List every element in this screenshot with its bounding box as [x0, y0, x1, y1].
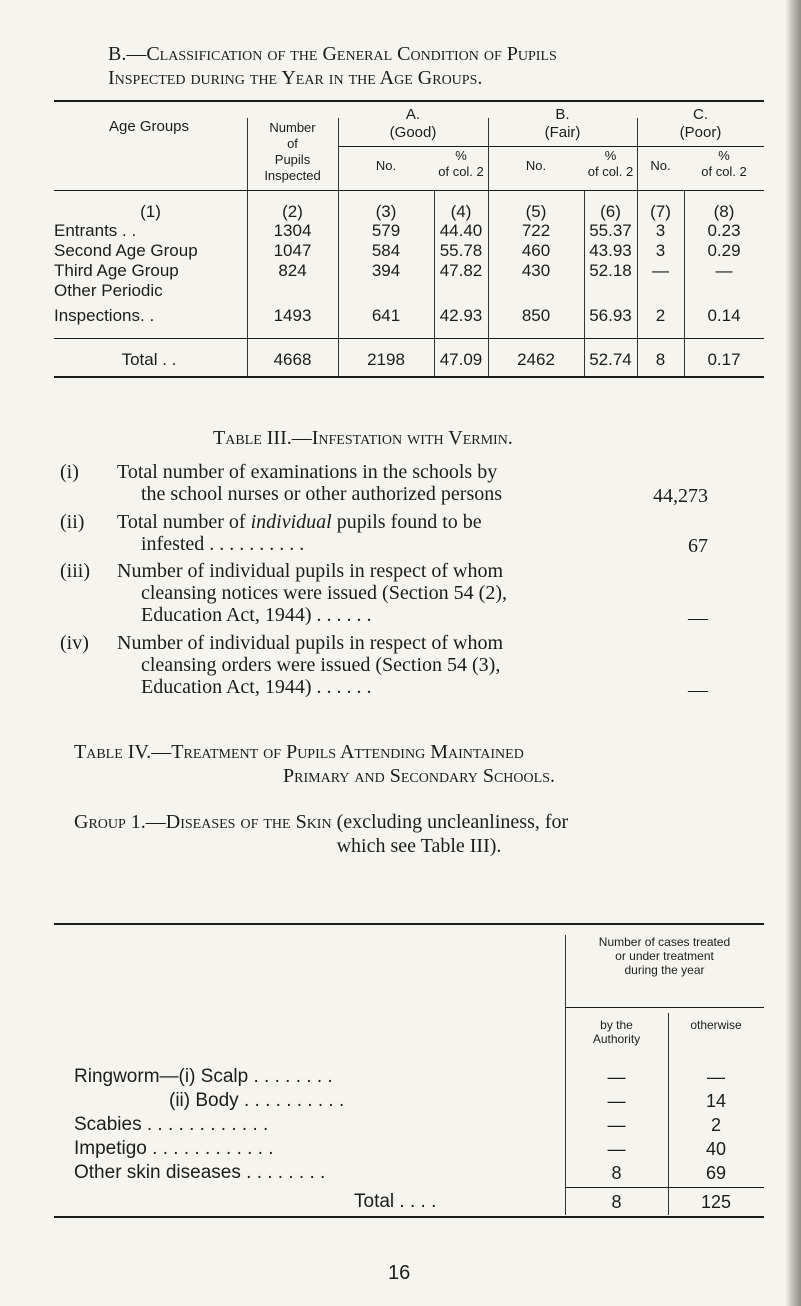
subheader-rule: [565, 1007, 764, 1008]
cell: 43.93: [589, 241, 632, 260]
row-label: Ringworm—(i) Scalp . . . . . . . .: [74, 1066, 333, 1087]
cell: 2: [710, 1115, 721, 1135]
cell: 8: [611, 1163, 622, 1183]
item-value: 67: [688, 535, 708, 557]
cell: 0.14: [707, 306, 741, 325]
header-number-of-pupils: Number of Pupils Inspected: [264, 120, 321, 183]
item-text: Number of individual pupils in respect of whom cleansing notices were issued (Section 54 (2), Education Act, 1944) . . . . . .: [117, 560, 508, 626]
skin-diseases-table: [54, 923, 764, 1243]
header-b-no: No.: [525, 158, 547, 173]
cell: 0.23: [707, 221, 741, 240]
row-label: Other Periodic: [54, 281, 163, 300]
header-number-of-cases: Number of cases treated or under treatment during the year: [598, 935, 731, 977]
subheader-rule: [338, 146, 764, 147]
cell: 2: [655, 306, 666, 325]
cell: 55.37: [589, 221, 632, 240]
cell: —: [715, 261, 733, 280]
heading-b-line1: B.—Classification of the General Condition of Pupils: [108, 43, 557, 65]
header-by-authority: by the Authority: [592, 1018, 641, 1046]
heading-b-line2: Inspected during the Year in the Age Groups.: [108, 67, 483, 89]
cell: —: [607, 1067, 626, 1087]
col-number: (7): [650, 202, 671, 221]
total-cell: 2198: [367, 350, 405, 369]
total-cell: 2462: [517, 350, 555, 369]
item-value: —: [688, 679, 708, 701]
cell: 42.93: [439, 306, 483, 325]
page-number: 16: [388, 1262, 411, 1284]
col-number: (5): [525, 202, 547, 221]
table-bottom-rule: [54, 1216, 764, 1218]
item-number: (iii): [60, 560, 90, 582]
cell: 824: [278, 261, 307, 280]
header-c-poor: C. (Poor): [679, 106, 722, 141]
group-title-line1: Group 1.—Diseases of the Skin (excluding uncleanliness, for: [74, 811, 569, 833]
header-c-pct: % of col. 2: [701, 148, 747, 179]
row-label: Scabies . . . . . . . . . . . .: [74, 1114, 269, 1135]
cell: 3: [655, 241, 666, 260]
classification-table: [54, 100, 764, 400]
cell: 14: [705, 1091, 727, 1111]
header-a-good: A. (Good): [389, 106, 437, 141]
cell: 55.78: [439, 241, 483, 260]
cell: 460: [521, 241, 551, 260]
table-top-rule: [54, 923, 764, 925]
cell: 1304: [273, 221, 312, 240]
item-text: Number of individual pupils in respect of whom cleansing orders were issued (Section 54 (3), Education Act, 1944) . . . . . .: [117, 632, 504, 698]
total-cell: 8: [611, 1192, 622, 1212]
total-label: Total . . . .: [354, 1191, 437, 1212]
total-top-rule: [565, 1187, 764, 1188]
table-bottom-rule: [54, 376, 764, 378]
row-label: Other skin diseases . . . . . . . .: [74, 1162, 326, 1183]
cell: —: [652, 261, 669, 280]
item-value: —: [688, 607, 708, 629]
total-cell: 52.74: [589, 350, 632, 369]
cell: 1047: [273, 241, 312, 260]
cell: 584: [371, 241, 401, 260]
table4-title-line1: Table IV.—Treatment of Pupils Attending Maintained: [74, 741, 524, 763]
item-text: Total number of individual pupils found to be infested . . . . . . . . . .: [117, 511, 482, 555]
cell: 641: [371, 306, 401, 325]
cell: 722: [521, 221, 551, 240]
row-label: Impetigo . . . . . . . . . . . .: [74, 1138, 274, 1159]
row-label: Entrants . .: [54, 221, 137, 240]
cell: 69: [705, 1163, 727, 1183]
cell: —: [607, 1091, 626, 1111]
cell: 394: [371, 261, 401, 280]
cell: —: [707, 1067, 725, 1087]
row-label: Second Age Group: [54, 241, 198, 260]
page-edge-shadow: [785, 0, 801, 1306]
cell: 56.93: [589, 306, 632, 325]
total-top-rule: [54, 338, 764, 339]
cell: 3: [655, 221, 666, 240]
header-a-pct: % of col. 2: [438, 148, 484, 179]
col-number: (8): [713, 202, 735, 221]
header-otherwise: otherwise: [690, 1018, 742, 1032]
table4-title-line2: Primary and Secondary Schools.: [283, 765, 555, 787]
col-number: (1): [140, 202, 161, 221]
header-c-no: No.: [650, 158, 671, 173]
col-number: (3): [375, 202, 397, 221]
col-number: (2): [282, 202, 303, 221]
header-b-pct: % of col. 2: [587, 148, 634, 179]
total-cell: 47.09: [439, 350, 483, 369]
table-top-rule: [54, 100, 764, 102]
total-cell: 0.17: [707, 350, 741, 369]
cell: 430: [521, 261, 551, 280]
header-a-no: No.: [375, 158, 397, 173]
cell: 52.18: [589, 261, 632, 280]
cell: 1493: [273, 306, 312, 325]
total-cell: 4668: [273, 350, 312, 369]
item-value: 44,273: [653, 485, 708, 507]
cell: —: [607, 1115, 626, 1135]
header-age-groups: Age Groups: [108, 118, 190, 135]
cell: 40: [705, 1139, 727, 1159]
group-title-line2: which see Table III).: [336, 835, 502, 857]
row-label: (ii) Body . . . . . . . . . .: [169, 1090, 345, 1111]
total-cell: 8: [655, 350, 666, 369]
header-b-fair: B. (Fair): [544, 106, 581, 141]
cell: 44.40: [439, 221, 483, 240]
cell: 47.82: [439, 261, 483, 280]
cell: 850: [521, 306, 551, 325]
cell: 579: [371, 221, 401, 240]
item-number: (ii): [60, 511, 85, 533]
total-label: Total . .: [121, 350, 177, 369]
cell: —: [607, 1139, 626, 1159]
total-cell: 125: [700, 1192, 732, 1212]
col-number: (6): [600, 202, 621, 221]
col-number: (4): [450, 202, 472, 221]
item-number: (i): [60, 461, 79, 483]
table3-title: Table III.—Infestation with Vermin.: [213, 427, 513, 449]
cell: 0.29: [707, 241, 741, 260]
item-text: Total number of examinations in the schools by the school nurses or other authorized persons: [117, 461, 503, 505]
item-number: (iv): [60, 632, 89, 654]
row-label: Third Age Group: [54, 261, 179, 280]
header-bottom-rule: [54, 190, 764, 191]
row-label: Inspections. .: [54, 306, 155, 325]
